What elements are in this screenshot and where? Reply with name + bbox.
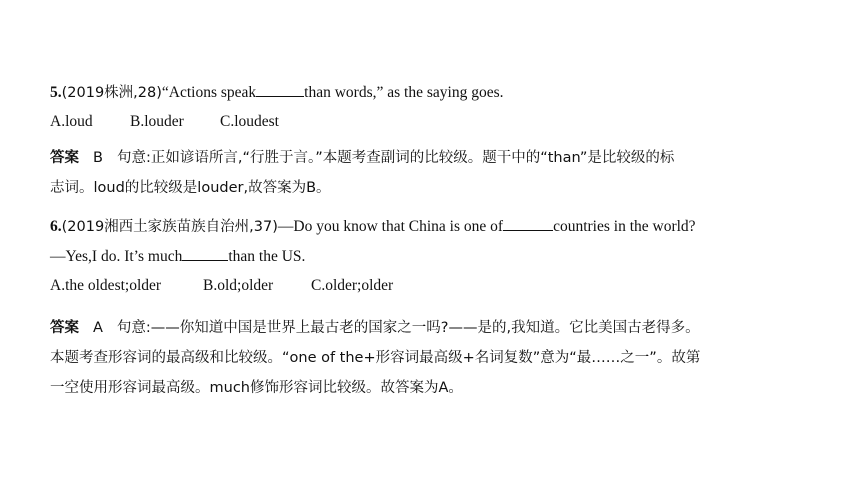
option-c: C.older;older bbox=[311, 277, 394, 294]
question-5-options bbox=[50, 112, 279, 132]
option-a: A.the oldest;older bbox=[50, 277, 162, 294]
stem-text: countries in the world? bbox=[553, 218, 696, 235]
answer-6-line-3: 一空使用形容词最高级。much修饰形容词比较级。故答案为A。 bbox=[50, 380, 463, 396]
answer-blank bbox=[503, 216, 553, 231]
question-number: 5. bbox=[50, 84, 62, 101]
option-c: C.loudest bbox=[220, 113, 279, 130]
question-number: 6. bbox=[50, 218, 62, 235]
answer-letter: B bbox=[93, 150, 103, 166]
answer-5-line-2: 志词。loud的比较级是louder,故答案为B。 bbox=[50, 180, 331, 196]
question-source: (2019株洲,28) bbox=[61, 85, 162, 101]
explanation-text: 句意:正如谚语所言,“行胜于言。”本题考查副词的比较级。题干中的“than”是比较级的标 bbox=[116, 150, 675, 166]
stem-text: than words,” as the saying goes. bbox=[304, 84, 504, 101]
answer-blank bbox=[256, 82, 304, 97]
option-b: B.louder bbox=[130, 113, 184, 130]
stem-text: “Actions speak bbox=[161, 84, 257, 101]
answer-label: 答案 bbox=[50, 320, 79, 336]
explanation-text: 句意:——你知道中国是世界上最古老的国家之一吗?——是的,我知道。它比美国古老得多。 bbox=[116, 320, 700, 336]
stem-text: —Do you know that China is one of bbox=[277, 218, 504, 235]
option-b: B.old;older bbox=[203, 277, 274, 294]
question-6-stem-1 bbox=[50, 216, 696, 237]
stem-text: —Yes,I do. It’s much bbox=[50, 248, 183, 265]
answer-6-line-1 bbox=[50, 318, 700, 338]
answer-label: 答案 bbox=[50, 150, 79, 166]
stem-text: than the US. bbox=[228, 248, 306, 265]
question-5-stem bbox=[50, 82, 503, 103]
option-a: A.loud bbox=[50, 113, 93, 130]
answer-5-line-1 bbox=[50, 148, 674, 168]
answer-blank bbox=[182, 246, 228, 261]
answer-letter: A bbox=[93, 320, 103, 336]
question-6-stem-2 bbox=[50, 246, 305, 267]
question-source: (2019湘西土家族苗族自治州,37) bbox=[61, 219, 278, 235]
question-6-options bbox=[50, 276, 393, 296]
answer-6-line-2: 本题考查形容词的最高级和比较级。“one of the+形容词最高级+名词复数”意为“最……之一”。故第 bbox=[50, 350, 701, 366]
